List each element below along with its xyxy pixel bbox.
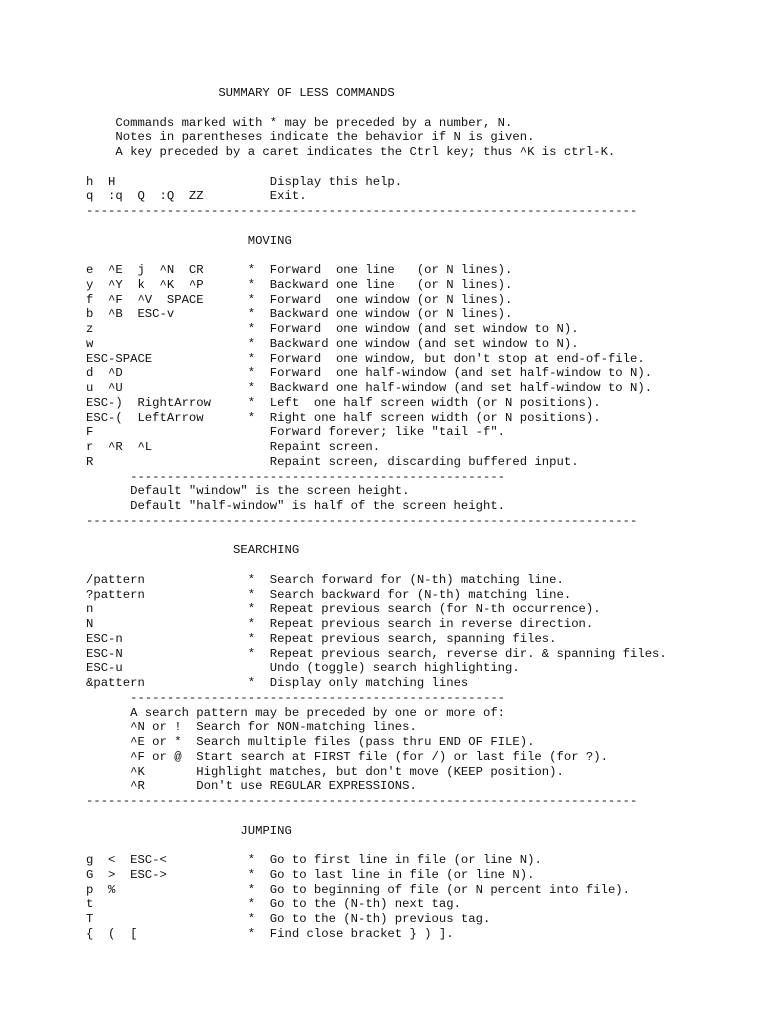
- count-marker: *: [247, 602, 270, 617]
- command-keys: F: [86, 425, 248, 440]
- note-text: Default "window" is the screen height.: [130, 484, 410, 499]
- count-marker: *: [247, 277, 270, 292]
- intro-text: A key preceded by a caret indicates the Ctrl key; thus ^K is ctrl-K.: [115, 145, 616, 159]
- count-marker: *: [247, 676, 270, 690]
- command-description: Find close bracket } ) ].: [269, 926, 454, 941]
- command-keys: T: [86, 912, 248, 926]
- command-row: [86, 647, 667, 662]
- command-row: [86, 322, 667, 337]
- command-description: Forward one window (or N lines).: [269, 292, 513, 307]
- count-marker: *: [247, 381, 270, 395]
- section-heading: JUMPING: [240, 823, 292, 838]
- command-description: Backward one half-window (and set half-window to N).: [269, 381, 653, 395]
- command-keys: { ( [: [86, 926, 248, 941]
- blank-line: [86, 809, 667, 824]
- command-keys: y ^Y k ^K ^P: [86, 277, 248, 292]
- section-heading: SEARCHING: [233, 543, 300, 558]
- command-row: [86, 912, 667, 927]
- command-keys: z: [86, 322, 248, 336]
- count-marker: *: [247, 322, 270, 336]
- command-description: Forward forever; like "tail -f".: [269, 425, 506, 440]
- command-description: Left one half screen width (or N positions).: [269, 395, 601, 410]
- note-text: Start search at FIRST file (for /) or last file (for ?).: [196, 749, 608, 764]
- command-keys: w: [86, 336, 248, 351]
- modifier-keys: ^N or !: [130, 720, 197, 735]
- command-row: [86, 425, 667, 440]
- command-keys: p %: [86, 882, 248, 897]
- command-keys: d ^D: [86, 366, 248, 381]
- command-keys: N: [86, 617, 248, 631]
- note-row: [86, 765, 667, 780]
- command-keys: R: [86, 454, 248, 469]
- command-keys: t: [86, 897, 248, 912]
- command-description: Repaint screen, discarding buffered input.: [269, 454, 579, 469]
- count-marker: *: [247, 292, 270, 307]
- count-marker: *: [247, 867, 270, 882]
- command-description: Forward one window, but don't stop at end-of-file.: [269, 351, 645, 366]
- command-row: [86, 293, 667, 308]
- command-description: Exit.: [269, 189, 307, 204]
- spacer: [248, 175, 270, 189]
- command-description: Search backward for (N-th) matching line.: [269, 587, 572, 602]
- command-description: Repeat previous search, reverse dir. & spanning files.: [269, 646, 667, 661]
- note-row: [86, 484, 667, 499]
- section-heading-line: [86, 543, 667, 558]
- command-keys: b ^B ESC-v: [86, 307, 248, 322]
- separator-line: [86, 794, 667, 809]
- command-row: [86, 440, 667, 455]
- command-row: [86, 307, 667, 322]
- command-keys: ESC-SPACE: [86, 351, 248, 366]
- notes-intro-line: [86, 706, 667, 721]
- section-separator: ---------------------------------------------------------------------------: [86, 204, 638, 218]
- command-keys: ESC-n: [86, 631, 248, 646]
- command-row: [86, 588, 667, 603]
- command-row: [86, 455, 667, 470]
- blank-line: [86, 101, 667, 116]
- command-description: Right one half screen width (or N positions).: [269, 410, 601, 425]
- count-marker: *: [247, 646, 270, 661]
- command-description: Backward one window (or N lines).: [269, 307, 513, 322]
- command-row: [86, 676, 667, 691]
- intro-text: Commands marked with * may be preceded by a number, N.: [115, 115, 513, 130]
- count-marker: *: [247, 366, 270, 381]
- modifier-keys: ^F or @: [130, 749, 197, 764]
- blank-line: [86, 248, 667, 263]
- command-row: [86, 661, 667, 676]
- count-marker: *: [247, 617, 270, 631]
- note-row: [86, 499, 667, 514]
- command-keys: r ^R ^L: [86, 440, 248, 454]
- count-marker: *: [247, 410, 270, 425]
- note-text: Highlight matches, but don't move (KEEP position).: [196, 764, 564, 779]
- section-separator: ---------------------------------------------------------------------------: [86, 794, 638, 808]
- notes-separator-line: [86, 470, 667, 485]
- command-row: [86, 897, 667, 912]
- modifier-keys: ^K: [130, 764, 197, 779]
- blank-line: [86, 219, 667, 234]
- blank-line: [86, 160, 667, 175]
- count-marker: *: [247, 395, 270, 410]
- note-row: [86, 779, 667, 794]
- count-marker: *: [247, 926, 270, 941]
- command-description: Repeat previous search in reverse direction.: [269, 617, 594, 631]
- section-heading: MOVING: [247, 233, 292, 248]
- count-marker: *: [247, 572, 270, 587]
- command-row: [86, 337, 667, 352]
- command-keys: f ^F ^V SPACE: [86, 292, 248, 307]
- intro-line: [86, 145, 667, 160]
- command-description: Search forward for (N-th) matching line.: [269, 572, 564, 587]
- blank-line: [86, 558, 667, 573]
- command-row: [86, 175, 667, 190]
- command-row: [86, 411, 667, 426]
- command-keys: g < ESC-<: [86, 853, 248, 867]
- command-row: [86, 263, 667, 278]
- command-description: Backward one line (or N lines).: [269, 277, 513, 292]
- intro-line: [86, 130, 667, 145]
- count-marker: *: [247, 336, 270, 351]
- command-description: Go to first line in file (or line N).: [269, 853, 542, 867]
- note-row: [86, 720, 667, 735]
- command-keys: &pattern: [86, 676, 248, 690]
- blank-line: [86, 529, 667, 544]
- command-keys: ESC-) RightArrow: [86, 395, 248, 410]
- command-row: [86, 632, 667, 647]
- modifier-keys: ^R: [130, 779, 197, 794]
- command-description: Go to last line in file (or line N).: [269, 867, 535, 882]
- note-row: [86, 750, 667, 765]
- blank-line: [86, 838, 667, 853]
- command-keys: h H: [86, 174, 248, 189]
- command-keys: ESC-( LeftArrow: [86, 410, 248, 425]
- command-row: [86, 573, 667, 588]
- spacer: [248, 440, 270, 454]
- command-row: [86, 381, 667, 396]
- count-marker: *: [247, 587, 270, 602]
- command-description: Undo (toggle) search highlighting.: [269, 661, 520, 676]
- command-row: [86, 602, 667, 617]
- command-description: Go to the (N-th) previous tag.: [269, 912, 491, 926]
- modifier-keys: ^E or *: [130, 735, 197, 749]
- command-keys: ?pattern: [86, 587, 248, 602]
- count-marker: *: [247, 882, 270, 897]
- count-marker: *: [247, 897, 270, 912]
- separator-line: [86, 514, 667, 529]
- command-row: [86, 883, 667, 898]
- count-marker: *: [247, 631, 270, 646]
- intro-line: [86, 116, 667, 131]
- title-line: [86, 86, 667, 101]
- note-text: Default "half-window" is half of the screen height.: [130, 499, 506, 513]
- command-row: [86, 868, 667, 883]
- command-row: [86, 617, 667, 632]
- command-keys: u ^U: [86, 381, 248, 395]
- command-description: Forward one window (and set window to N).: [269, 322, 579, 336]
- count-marker: *: [247, 263, 270, 277]
- spacer: [248, 189, 270, 203]
- command-description: Repeat previous search, spanning files.: [269, 631, 557, 646]
- intro-text: Notes in parentheses indicate the behavior if N is given.: [115, 130, 535, 145]
- command-description: Forward one line (or N lines).: [269, 263, 513, 277]
- command-row: [86, 396, 667, 411]
- command-description: Go to the (N-th) next tag.: [269, 897, 461, 912]
- page-title: SUMMARY OF LESS COMMANDS: [218, 86, 395, 100]
- command-description: Go to beginning of file (or N percent into file).: [269, 882, 631, 897]
- spacer: [248, 425, 270, 439]
- command-keys: /pattern: [86, 572, 248, 587]
- separator-line: [86, 204, 667, 219]
- command-keys: n: [86, 602, 248, 617]
- note-text: Don't use REGULAR EXPRESSIONS.: [196, 779, 417, 794]
- note-text: Search for NON-matching lines.: [196, 720, 417, 735]
- count-marker: *: [247, 351, 270, 366]
- less-help-document: [86, 86, 667, 942]
- command-row: [86, 278, 667, 293]
- command-description: Repeat previous search (for N-th occurrence).: [269, 602, 601, 617]
- command-keys: q :q Q :Q ZZ: [86, 189, 248, 204]
- note-row: [86, 735, 667, 750]
- notes-separator-line: [86, 691, 667, 706]
- command-description: Backward one window (and set window to N).: [269, 336, 579, 351]
- command-row: [86, 189, 667, 204]
- command-row: [86, 927, 667, 942]
- command-keys: ESC-N: [86, 646, 248, 661]
- section-heading-line: [86, 824, 667, 839]
- command-row: [86, 366, 667, 381]
- note-text: Search multiple files (pass thru END OF FILE).: [196, 735, 535, 749]
- command-row: [86, 352, 667, 367]
- command-row: [86, 853, 667, 868]
- spacer: [248, 661, 270, 675]
- command-keys: ESC-u: [86, 661, 248, 676]
- count-marker: *: [247, 912, 270, 926]
- notes-intro: A search pattern may be preceded by one or more of:: [130, 705, 506, 720]
- count-marker: *: [247, 853, 270, 867]
- count-marker: *: [247, 307, 270, 322]
- section-heading-line: [86, 234, 667, 249]
- command-description: Repaint screen.: [269, 440, 381, 454]
- notes-separator: ---------------------------------------------------: [130, 690, 506, 705]
- command-keys: e ^E j ^N CR: [86, 263, 248, 277]
- command-description: Display this help.: [269, 174, 403, 189]
- section-separator: ---------------------------------------------------------------------------: [86, 513, 638, 528]
- command-description: Forward one half-window (and set half-window to N).: [269, 366, 653, 381]
- notes-separator: ---------------------------------------------------: [130, 469, 506, 484]
- command-keys: G > ESC->: [86, 867, 248, 882]
- command-description: Display only matching lines: [269, 676, 469, 690]
- spacer: [248, 455, 270, 469]
